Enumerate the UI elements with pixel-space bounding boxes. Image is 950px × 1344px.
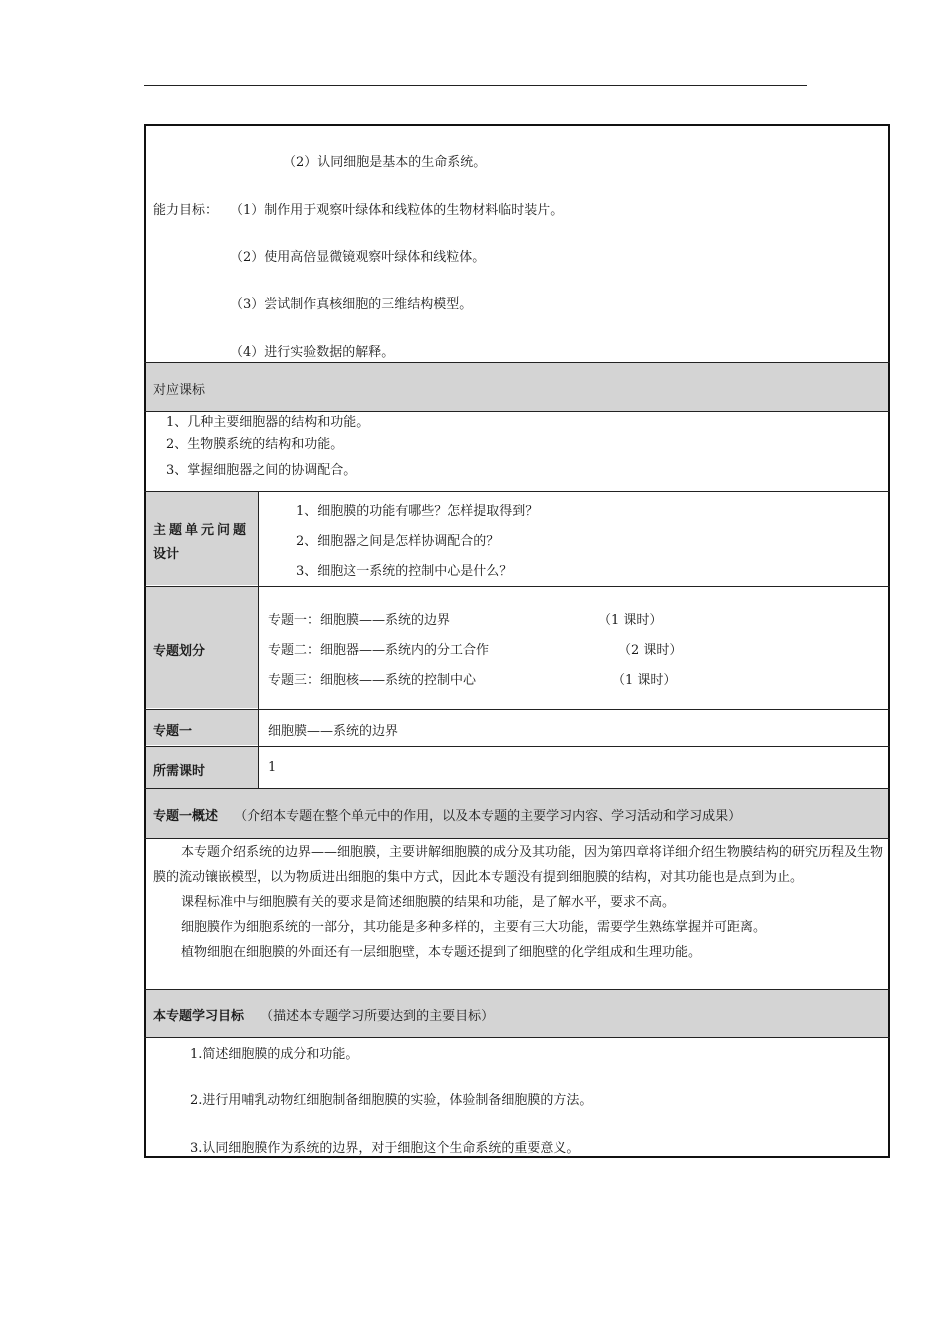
curriculum-item: 3、掌握细胞器之间的协调配合。 bbox=[166, 463, 357, 478]
unit-question-item: 3、细胞这一系统的控制中心是什么？ bbox=[296, 564, 513, 579]
document-table bbox=[144, 124, 890, 1158]
page-header-rule bbox=[144, 85, 807, 86]
ability-item: （1）制作用于观察叶绿体和线粒体的生物材料临时装片。 bbox=[230, 203, 564, 218]
ability-item: （4）进行实验数据的解释。 bbox=[230, 345, 395, 360]
row-divider bbox=[144, 1037, 890, 1038]
topic-hours: （1 课时） bbox=[598, 613, 663, 628]
overview-paragraph: 本专题介绍系统的边界——细胞膜，主要讲解细胞膜的成分及其功能，因为第四章将详细介绍生物膜结构的研究历程及生物膜的流动镶嵌模型，以为物质进出细胞的集中方式，因此本专题没有提到细胞膜的结构，对其功能也是点到为止。 bbox=[153, 845, 884, 885]
topic-one-label: 专题一 bbox=[153, 724, 193, 739]
goals-header bbox=[153, 1005, 494, 1024]
overview-title: 专题一概述 bbox=[153, 809, 219, 824]
ability-item: （3）尝试制作真核细胞的三维结构模型。 bbox=[230, 297, 473, 312]
row-divider bbox=[144, 788, 890, 789]
goals-note: （描述本专题学习所要达到的主要目标） bbox=[260, 1009, 495, 1024]
row-divider bbox=[144, 989, 890, 990]
overview-note: （介绍本专题在整个单元中的作用，以及本专题的主要学习内容、学习活动和学习成果） bbox=[234, 809, 742, 824]
topic-one-value: 细胞膜——系统的边界 bbox=[268, 724, 399, 739]
row-divider bbox=[144, 746, 890, 747]
knowledge-item-2: （2）认同细胞是基本的生命系统。 bbox=[283, 155, 487, 170]
row-divider bbox=[144, 709, 890, 710]
overview-body bbox=[153, 840, 883, 965]
goal-item: 2.进行用哺乳动物红细胞制备细胞膜的实验，体验制备细胞膜的方法。 bbox=[190, 1093, 593, 1108]
ability-item: （2）使用高倍显微镜观察叶绿体和线粒体。 bbox=[230, 250, 486, 265]
curriculum-item: 1、几种主要细胞器的结构和功能。 bbox=[166, 415, 370, 430]
topic-hours: （2 课时） bbox=[618, 643, 683, 658]
overview-paragraph: 植物细胞在细胞膜的外面还有一层细胞壁，本专题还提到了细胞壁的化学组成和生理功能。 bbox=[181, 945, 702, 960]
overview-paragraph: 细胞膜作为细胞系统的一部分，其功能是多种多样的，主要有三大功能，需要学生熟练掌握并可距离。 bbox=[181, 920, 767, 935]
topic-name: 专题一：细胞膜——系统的边界 bbox=[268, 613, 451, 628]
row-divider bbox=[144, 586, 890, 587]
topic-division-label: 专题划分 bbox=[153, 644, 206, 659]
goal-item: 3.认同细胞膜作为系统的边界，对于细胞这个生命系统的重要意义。 bbox=[190, 1141, 580, 1156]
hours-value: 1 bbox=[268, 760, 277, 775]
row-divider bbox=[144, 362, 890, 363]
column-divider bbox=[258, 491, 259, 788]
topic-name: 专题三：细胞核——系统的控制中心 bbox=[268, 673, 477, 688]
overview-paragraph: 课程标准中与细胞膜有关的要求是简述细胞膜的结果和功能，是了解水平，要求不高。 bbox=[181, 895, 676, 910]
topic-name: 专题二：细胞器——系统内的分工合作 bbox=[268, 643, 490, 658]
topic-hours: （1 课时） bbox=[612, 673, 677, 688]
hours-label: 所需课时 bbox=[153, 764, 206, 779]
unit-question-item: 1、细胞膜的功能有哪些？怎样提取得到？ bbox=[296, 504, 539, 519]
row-divider bbox=[144, 491, 890, 492]
overview-header bbox=[153, 805, 741, 824]
ability-label: 能力目标： bbox=[153, 203, 219, 218]
curriculum-header: 对应课标 bbox=[153, 383, 206, 398]
unit-question-item: 2、细胞器之间是怎样协调配合的？ bbox=[296, 534, 500, 549]
goals-title: 本专题学习目标 bbox=[153, 1009, 245, 1024]
curriculum-item: 2、生物膜系统的结构和功能。 bbox=[166, 437, 344, 452]
row-divider bbox=[144, 838, 890, 839]
unit-questions-label-2: 设计 bbox=[153, 547, 180, 562]
unit-questions-label: 主题单元问题 bbox=[153, 523, 250, 538]
goal-item: 1.简述细胞膜的成分和功能。 bbox=[190, 1047, 359, 1062]
